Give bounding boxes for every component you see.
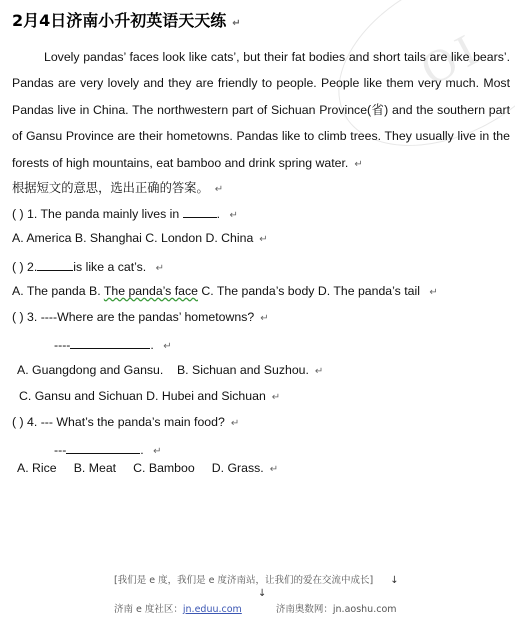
footer-links: 济南 e 度社区：jn.eduu.com 济南奥数网：jn.aoshu.com (114, 604, 397, 615)
answer-blank[interactable] (70, 336, 150, 349)
page-title: 2月4日济南小升初英语天天练 ↵ (12, 11, 241, 30)
question-4-options: A. Rice B. Meat C. Bamboo D. Grass. ↵ (17, 461, 279, 475)
paragraph-mark-icon: ↵ (230, 418, 240, 429)
paragraph-mark-icon: ↵ (153, 446, 162, 457)
line-break-mark (258, 588, 266, 599)
question-3-answer-line: ---- . ↵ (54, 338, 172, 352)
grammar-underline-text: The panda’s face (103, 284, 198, 298)
question-3: ( ) 3. ----Where are the pandas’ hometowns? ↵ (12, 310, 269, 324)
paragraph-mark-icon: ↵ (232, 18, 241, 29)
down-arrow-icon: ↓ (258, 588, 267, 599)
paragraph-mark-icon: ↵ (314, 366, 324, 377)
question-1-options: A. America B. Shanghai C. London D. China ↵ (12, 231, 268, 245)
paragraph-mark-icon: ↵ (163, 341, 172, 352)
answer-blank[interactable] (37, 258, 73, 271)
question-3-options-line2: C. Gansu and Sichuan D. Hubei and Sichuan ↵ (19, 389, 281, 403)
paragraph-mark-icon: ↵ (429, 287, 438, 298)
paragraph-mark-icon: ↓ (390, 575, 399, 586)
question-4: ( ) 4. --- What’s the panda’s main food? ↵ (12, 415, 240, 429)
paragraph-mark-icon: ↵ (354, 158, 363, 170)
answer-blank[interactable] (183, 205, 217, 218)
watermark-seal: OI (308, 0, 515, 182)
paragraph-mark-icon: ↵ (229, 210, 238, 221)
question-4-answer-line: --- . ↵ (54, 443, 162, 457)
aoshu-link[interactable]: jn.aoshu.com (332, 604, 397, 615)
paragraph-mark-icon: ↵ (155, 263, 165, 274)
paragraph-mark-icon: ↵ (271, 392, 281, 403)
paragraph-mark-icon: ↵ (260, 313, 269, 324)
instruction-text: 根据短文的意思，选出正确的答案。 ↵ (12, 181, 224, 195)
reading-passage: Lovely pandas’ faces look like cats’, but their fat bodies and short tails are like bears’. Pandas are very lovely and they are friendly to people. People like them very much. Most Pandas live in China. The northwestern part of Sichuan Province(省) and the southern part of Gansu Province are their hometowns. Pandas like to climb trees. They usually live in the forests of high mountains, eat bamboo and drink spring water. ↵ (12, 50, 510, 170)
paragraph-mark-icon: ↵ (259, 234, 268, 245)
answer-blank[interactable] (66, 441, 140, 454)
question-3-options-line1: A. Guangdong and Gansu. B. Sichuan and Suzhou. ↵ (17, 363, 324, 377)
paragraph-mark-icon: ↵ (269, 464, 279, 475)
question-2-options: A. The panda B. The panda’s face C. The panda’s body D. The panda’s tail ↵ (12, 284, 438, 298)
question-1: ( ) 1. The panda mainly lives in . ↵ (12, 207, 238, 221)
paragraph-mark-icon: ↵ (214, 184, 224, 195)
footer-slogan: [我们是 e 度，我们是 e 度济南站，让我们的爱在交流中成长] ↓ (114, 575, 399, 586)
eduu-link[interactable]: jn.eduu.com (182, 604, 242, 615)
question-2: ( ) 2. is like a cat’s. ↵ (12, 260, 165, 274)
